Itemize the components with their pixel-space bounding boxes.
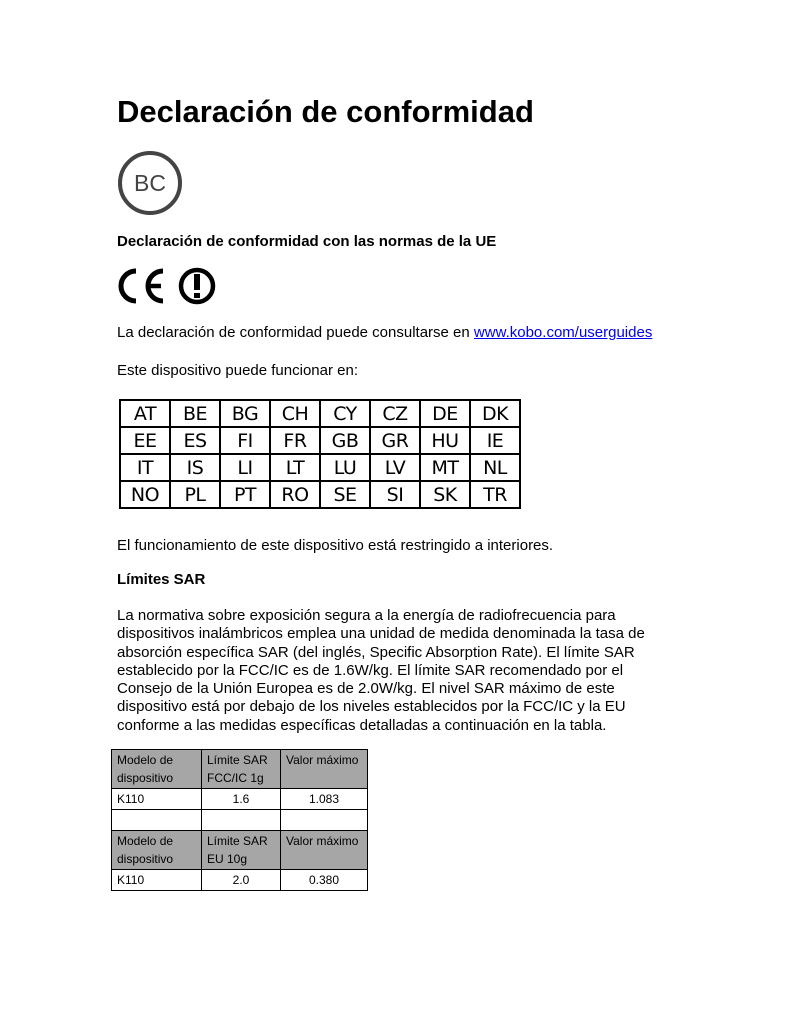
sar-paragraph bbox=[117, 607, 677, 735]
empty-cell bbox=[281, 810, 368, 831]
country-code: IS bbox=[170, 454, 220, 481]
header-cell: Modelo de dispositivo bbox=[112, 831, 202, 870]
sar-paragraph-line: La normativa sobre exposición segura a la energía de radiofrecuencia para bbox=[117, 607, 616, 624]
eu-header-row bbox=[112, 831, 368, 870]
model-cell: K110 bbox=[112, 870, 202, 891]
country-code: HU bbox=[420, 427, 470, 454]
country-code: TR bbox=[470, 481, 520, 508]
sar-paragraph-line: dispositivos inalámbricos emplea una unidad de medida denominada la tasa de bbox=[117, 625, 645, 643]
country-table bbox=[119, 399, 521, 509]
header-cell: Modelo de dispositivo bbox=[112, 750, 202, 789]
empty-cell bbox=[112, 810, 202, 831]
limit-cell: 2.0 bbox=[202, 870, 281, 891]
country-code: DE bbox=[420, 400, 470, 427]
header-cell: Límite SAR EU 10g bbox=[202, 831, 281, 870]
country-code: ES bbox=[170, 427, 220, 454]
empty-cell bbox=[202, 810, 281, 831]
country-code: AT bbox=[120, 400, 170, 427]
country-row bbox=[120, 454, 520, 481]
country-code: IT bbox=[120, 454, 170, 481]
country-code: CH bbox=[270, 400, 320, 427]
country-code: FI bbox=[220, 427, 270, 454]
spacer-row bbox=[112, 810, 368, 831]
country-code: LT bbox=[270, 454, 320, 481]
eu-conformity-heading: Declaración de conformidad con las normas de la UE bbox=[117, 233, 497, 250]
country-code: SE bbox=[320, 481, 370, 508]
country-code: IE bbox=[470, 427, 520, 454]
sar-paragraph-line: Consejo de la Unión Europea es de 2.0W/kg. El nivel SAR máximo de este bbox=[117, 680, 615, 698]
country-code: PL bbox=[170, 481, 220, 508]
sar-paragraph-line: establecido por la FCC/IC es de 1.6W/kg. El límite SAR recomendado por el bbox=[117, 661, 624, 679]
declaration-prefix: La declaración de conformidad puede consultarse en bbox=[117, 324, 474, 341]
country-row bbox=[120, 481, 520, 508]
country-code: CZ bbox=[370, 400, 420, 427]
sar-heading: Límites SAR bbox=[117, 571, 206, 588]
max-value-cell: 0.380 bbox=[281, 870, 368, 891]
sar-paragraph-line: conforme a las medidas específicas detalladas a continuación en la tabla. bbox=[117, 716, 607, 734]
page-title: Declaración de conformidad bbox=[117, 94, 534, 129]
country-code: GR bbox=[370, 427, 420, 454]
bc-logo-text: BC bbox=[134, 170, 166, 196]
country-code: SI bbox=[370, 481, 420, 508]
country-code: LI bbox=[220, 454, 270, 481]
bc-certification-logo bbox=[117, 150, 183, 216]
country-code: SK bbox=[420, 481, 470, 508]
header-cell: Valor máximo bbox=[281, 750, 368, 789]
country-code: BE bbox=[170, 400, 220, 427]
fcc-data-row bbox=[112, 789, 368, 810]
userguides-link[interactable]: www.kobo.com/userguides bbox=[473, 324, 653, 341]
eu-data-row bbox=[112, 870, 368, 891]
fcc-header-row bbox=[112, 750, 368, 789]
country-code: NL bbox=[470, 454, 520, 481]
country-code: NO bbox=[120, 481, 170, 508]
country-code: GB bbox=[320, 427, 370, 454]
indoor-restriction-text: El funcionamiento de este dispositivo está restringido a interiores. bbox=[117, 537, 554, 554]
declaration-text bbox=[117, 324, 652, 342]
sar-paragraph-line: dispositivo está por debajo de los niveles establecidos por la FCC/IC y la EU bbox=[117, 698, 626, 716]
country-code: FR bbox=[270, 427, 320, 454]
model-cell: K110 bbox=[112, 789, 202, 810]
limit-cell: 1.6 bbox=[202, 789, 281, 810]
country-row bbox=[120, 427, 520, 454]
country-row bbox=[120, 400, 520, 427]
country-code: BG bbox=[220, 400, 270, 427]
country-code: PT bbox=[220, 481, 270, 508]
country-code: LU bbox=[320, 454, 370, 481]
sar-paragraph-line: absorción específica SAR (del inglés, Specific Absorption Rate). El límite SAR bbox=[117, 643, 635, 661]
function-text: Este dispositivo puede funcionar en: bbox=[117, 362, 358, 379]
country-code: CY bbox=[320, 400, 370, 427]
country-code: LV bbox=[370, 454, 420, 481]
sar-table bbox=[111, 749, 368, 891]
header-cell: Valor máximo bbox=[281, 831, 368, 870]
country-code: EE bbox=[120, 427, 170, 454]
country-code: RO bbox=[270, 481, 320, 508]
country-code: MT bbox=[420, 454, 470, 481]
header-cell: Límite SAR FCC/IC 1g bbox=[202, 750, 281, 789]
max-value-cell: 1.083 bbox=[281, 789, 368, 810]
country-code: DK bbox=[470, 400, 520, 427]
ce-alert-logo bbox=[117, 266, 217, 306]
